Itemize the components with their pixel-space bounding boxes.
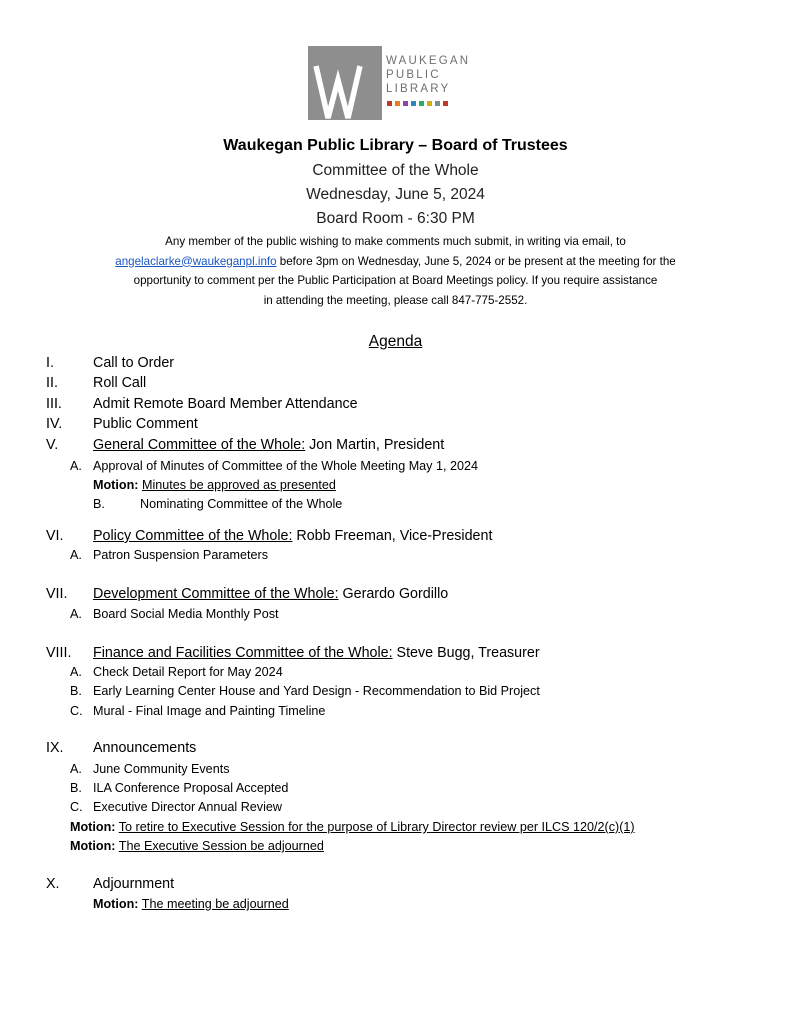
- notice-line-4: in attending the meeting, please call 847-775-2552.: [263, 293, 528, 307]
- sub-letter: C.: [70, 800, 83, 814]
- logo-wordmark: [386, 54, 470, 96]
- item-numeral: X.: [46, 876, 60, 892]
- page-title: Waukegan Public Library – Board of Trustees: [223, 137, 568, 154]
- committee-person: Jon Martin, President: [305, 437, 445, 453]
- motion-line: [93, 478, 336, 492]
- sub-text: Approval of Minutes of Committee of the Whole Meeting May 1, 2024: [93, 459, 479, 473]
- committee-name: Committee of the Whole: [312, 162, 479, 179]
- agenda-heading: Agenda: [368, 333, 423, 350]
- logo-line-3: LIBRARY: [386, 83, 451, 95]
- notice-line-2-rest: before 3pm on Wednesday, June 5, 2024 or be present at the meeting for the: [276, 254, 676, 268]
- committee-title: Finance and Facilities Committee of the Whole:: [93, 645, 393, 661]
- sub-letter: A.: [70, 762, 82, 776]
- item-text: Announcements: [93, 740, 197, 756]
- sub-letter: B.: [70, 781, 82, 795]
- sub-letter: A.: [70, 665, 82, 679]
- item-numeral: V.: [46, 437, 59, 453]
- motion-label: Motion:: [93, 478, 139, 492]
- sub-letter: B.: [70, 684, 82, 698]
- logo-color-square: [395, 101, 400, 106]
- logo-color-square: [435, 101, 440, 106]
- committee-person: Steve Bugg, Treasurer: [392, 645, 540, 661]
- logo-color-square: [419, 101, 424, 106]
- meeting-location-time: Board Room - 6:30 PM: [316, 210, 475, 227]
- sub-letter: B.: [93, 497, 105, 511]
- logo-color-square: [443, 101, 448, 106]
- committee-person: Gerardo Gordillo: [338, 586, 449, 602]
- motion-text: To retire to Executive Session for the purpose of Library Director review per ILCS 120/2(c)(1): [118, 820, 635, 834]
- sub-text: Executive Director Annual Review: [93, 800, 282, 814]
- motion-label: Motion:: [93, 897, 139, 911]
- motion-text: The Executive Session be adjourned: [118, 839, 324, 853]
- item-numeral: III.: [46, 396, 62, 412]
- item-text: Public Comment: [93, 416, 198, 432]
- notice-line-1: Any member of the public wishing to make comments much submit, in writing via email, to: [165, 235, 626, 248]
- sub-text: ILA Conference Proposal Accepted: [93, 781, 289, 795]
- sub-text: June Community Events: [93, 762, 230, 776]
- sub-text: Patron Suspension Parameters: [93, 548, 269, 562]
- committee-person: Robb Freeman, Vice-President: [292, 528, 493, 544]
- logo-line-1: WAUKEGAN: [386, 55, 471, 67]
- logo-color-square: [387, 101, 392, 106]
- item-text: Roll Call: [93, 375, 147, 391]
- email-link[interactable]: angelaclarke@waukeganpl.info: [115, 254, 277, 268]
- sub-text: Mural - Final Image and Painting Timeline: [93, 704, 326, 718]
- item-numeral: I.: [46, 355, 54, 371]
- motion-label: Motion:: [70, 820, 116, 834]
- logo-color-square: [427, 101, 432, 106]
- logo-line-2: PUBLIC: [386, 69, 441, 81]
- committee-title: Development Committee of the Whole:: [93, 586, 339, 602]
- motion-text: Minutes be approved as presented: [141, 478, 336, 492]
- sub-letter: A.: [70, 607, 82, 621]
- sub-letter: C.: [70, 704, 83, 718]
- item-text: Admit Remote Board Member Attendance: [93, 396, 358, 412]
- item-text: Call to Order: [93, 355, 175, 371]
- meeting-date: Wednesday, June 5, 2024: [306, 186, 485, 203]
- sub-text: Nominating Committee of the Whole: [140, 497, 343, 511]
- logo-color-square: [411, 101, 416, 106]
- motion-label: Motion:: [70, 839, 116, 853]
- sub-letter: A.: [70, 459, 82, 473]
- item-numeral: VII.: [46, 586, 68, 602]
- logo-color-squares: [387, 101, 448, 106]
- motion-line: [70, 839, 324, 853]
- item-numeral: II.: [46, 375, 58, 391]
- committee-title: General Committee of the Whole:: [93, 437, 306, 453]
- item-numeral: IX.: [46, 740, 64, 756]
- motion-line: [93, 897, 289, 911]
- item-numeral: VI.: [46, 528, 64, 544]
- notice-line-3: opportunity to comment per the Public Participation at Board Meetings policy. If you require assistance: [133, 274, 658, 287]
- notice-line-2: [60, 252, 731, 272]
- logo-w-mark: [308, 46, 382, 120]
- sub-text: Early Learning Center House and Yard Design - Recommendation to Bid Project: [93, 684, 540, 698]
- item-numeral: VIII.: [46, 645, 72, 661]
- sub-text: Check Detail Report for May 2024: [93, 665, 283, 679]
- sub-text: Board Social Media Monthly Post: [93, 607, 279, 621]
- item-numeral: IV.: [46, 416, 63, 432]
- public-comment-notice: [60, 232, 731, 310]
- library-logo: [308, 46, 488, 120]
- motion-line: [70, 820, 635, 834]
- committee-title: Policy Committee of the Whole:: [93, 528, 293, 544]
- item-text: Adjournment: [93, 876, 175, 892]
- logo-color-square: [403, 101, 408, 106]
- sub-letter: A.: [70, 548, 82, 562]
- motion-text: The meeting be adjourned: [141, 897, 289, 911]
